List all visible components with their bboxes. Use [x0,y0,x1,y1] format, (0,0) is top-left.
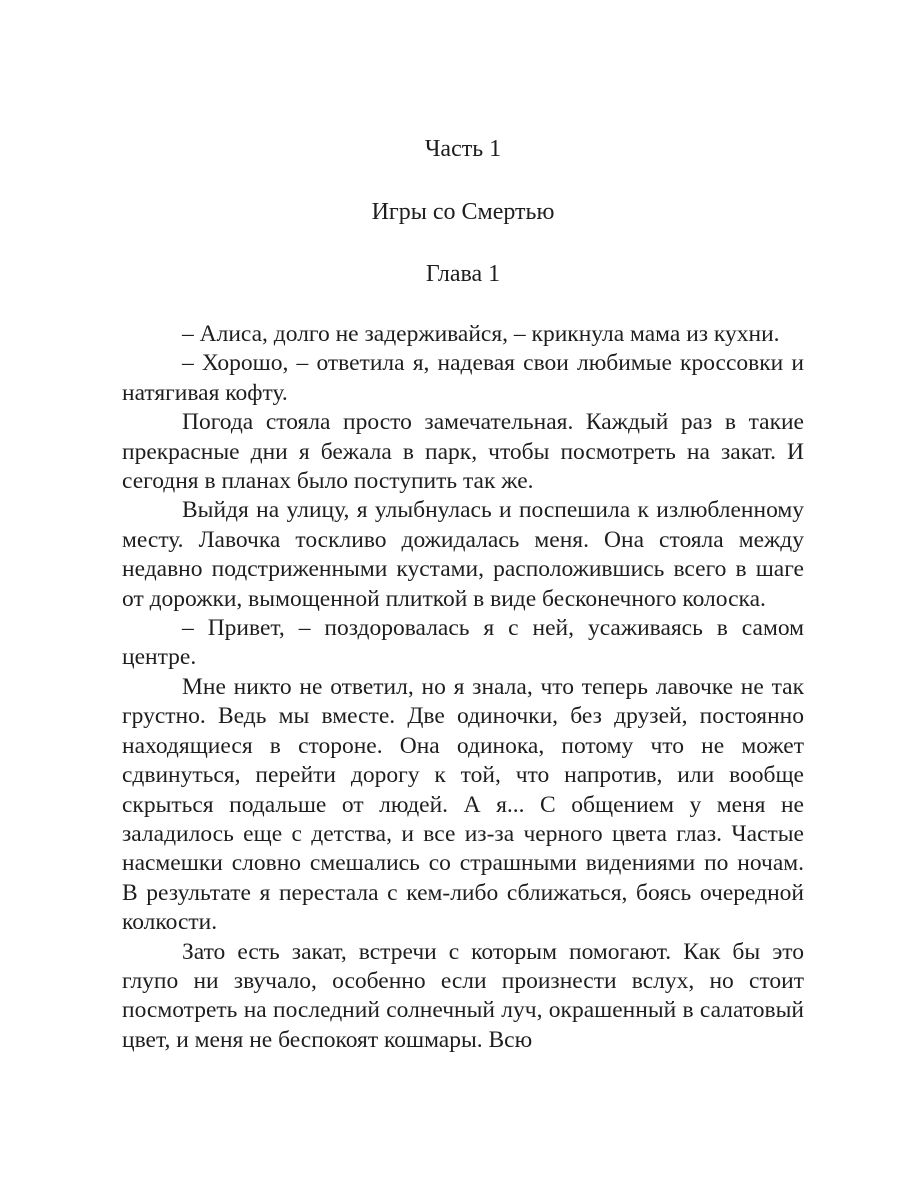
paragraph-7: Зато есть закат, встречи с которым помогают. Как бы это глупо ни звучало, особенно если произнести вслух, но стоит посмотреть на последний солнечный луч, окрашенный в салатовый цвет, и меня не беспокоят кошмары. Всю [122,938,804,1053]
part-heading: Часть 1 [424,136,502,162]
paragraph-6: Мне никто не ответил, но я знала, что теперь лавочке не так грустно. Ведь мы вместе. Две одиночки, без друзей, постоянно находящиеся в стороне. Она одинока, потому что не может сдвинуться, перейти дорогу к той, что напротив, или вообще скрыться подальше от людей. А я... С общением у меня не заладилось еще с детства, и все из-за черного цвета глаз. Частые насмешки словно смешались со страшными видениями по ночам. В результате я перестала с кем-либо сближаться, боясь очередной колкости. [122,673,804,936]
book-title: Игры со Смертью [371,199,555,225]
chapter-heading: Глава 1 [425,261,501,287]
chapter-body [122,320,804,1055]
paragraph-3: Погода стояла просто замечательная. Каждый раз в такие прекрасные дни я бежала в парк, чтобы посмотреть на закат. И сегодня в планах было поступить так же. [122,409,804,495]
paragraph-2: – Хорошо, – ответила я, надевая свои любимые кроссовки и натягивая кофту. [122,350,804,406]
paragraph-1: – Алиса, долго не задерживайся, – крикнула мама из кухни. [182,321,780,347]
paragraph-5: – Привет, – поздоровалась я с ней, усаживаясь в самом центре. [122,615,804,671]
book-page [122,0,804,1200]
paragraph-4: Выйдя на улицу, я улыбнулась и поспешила к излюбленному месту. Лавочка тоскливо дожидалась меня. Она стояла между недавно подстриженными кустами, расположившись всего в шаге от дорожки, вымощенной плиткой в виде бесконечного колоска. [122,497,804,612]
